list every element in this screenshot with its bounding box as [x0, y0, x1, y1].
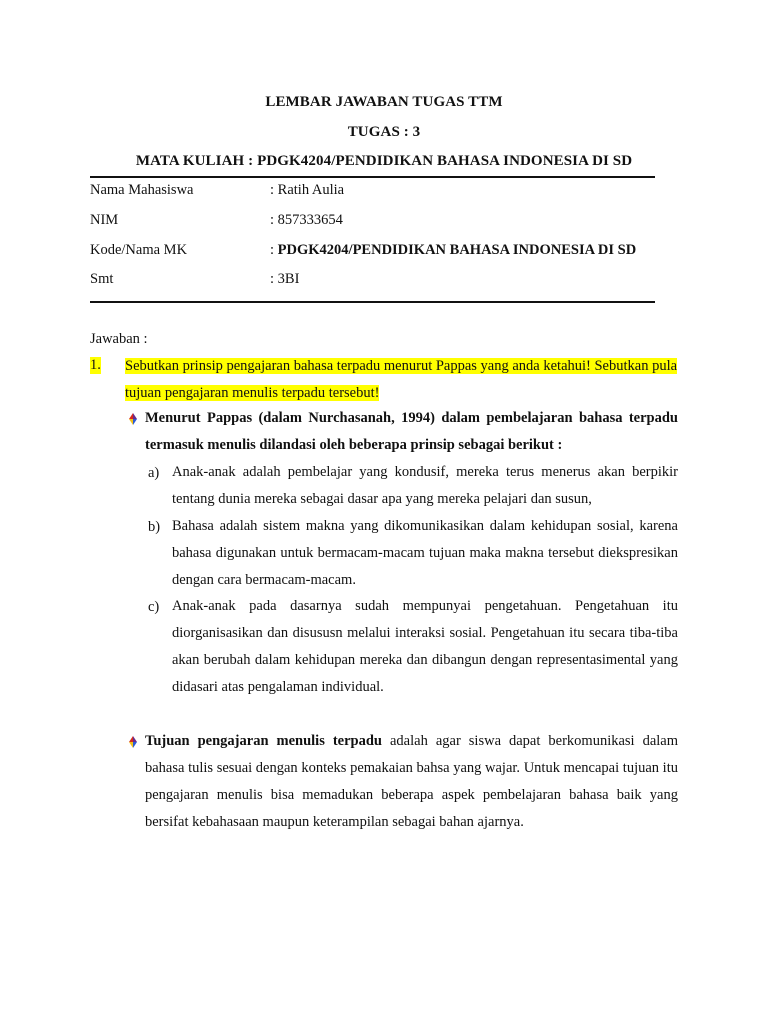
question-number: 1. [90, 357, 101, 373]
question-highlight: Sebutkan prinsip pengajaran bahasa terpadu menurut Pappas yang anda ketahui! Sebutkan pula tujuan pengajaran menulis terpadu tersebut! [125, 358, 678, 401]
course-value: PDGK4204/PENDIDIKAN BAHASA INDONESIA DI SD [277, 242, 637, 258]
info-row-course [90, 242, 670, 264]
document-title: LEMBAR JAWABAN TUGAS TTM [265, 94, 503, 110]
nim-label: NIM [90, 212, 119, 228]
goal-heading: Tujuan pengajaran menulis terpadu [145, 733, 382, 749]
item-c-letter: c) [148, 599, 160, 615]
item-b-text: Bahasa adalah sistem makna yang dikomunikasikan dalam kehidupan sosial, karena bahasa digunakan untuk bermacam-macam tujuan maka makna tersebut diekspresikan dengan cara bermacam-macam. [172, 518, 678, 588]
four-color-arrow-bullet-icon [126, 412, 140, 426]
goal-text: adalah agar siswa dapat berkomunikasi dalam bahasa tulis sesuai dengan konteks pemakaian bahsa yang wajar. Untuk mencapai tujuan itu pengajaran menulis bisa memadukan beberapa aspek pembelajaran bahasa baik yang bersifat kebahasaan maupun keterampilan sebagai bahan ajarnya. [145, 733, 679, 830]
semester-label: Smt [90, 271, 114, 287]
item-c-text: Anak-anak pada dasarnya sudah mempunyai pengetahuan. Pengetahuan itu diorganisasikan dan disususn melalui interaksi sosial. Pengetahuan itu secara tiba-tiba akan berubah dalam kehidupan mereka dan dibangun dengan representasimental yang didasari atas pengalaman individual. [172, 598, 678, 695]
answer-label: Jawaban : [90, 331, 148, 347]
principles-heading: Menurut Pappas (dalam Nurchasanah, 1994) dalam pembelajaran bahasa terpadu termasuk menulis dilandasi oleh beberapa prinsip sebagai berikut : [145, 410, 678, 453]
item-a-letter: a) [148, 465, 160, 481]
info-row-name [90, 182, 670, 204]
course-heading: MATA KULIAH : PDGK4204/PENDIDIKAN BAHASA INDONESIA DI SD [135, 153, 633, 169]
nim-value: : 857333654 [270, 212, 343, 228]
course-value-wrap [270, 242, 636, 259]
info-row-nim [90, 212, 670, 234]
item-b-letter: b) [148, 519, 161, 535]
info-row-semester [90, 271, 670, 293]
four-color-arrow-bullet-icon [126, 735, 140, 749]
top-divider [90, 176, 655, 178]
name-label: Nama Mahasiswa [90, 182, 194, 198]
bottom-divider [90, 301, 655, 303]
name-value: : Ratih Aulia [270, 182, 345, 198]
course-label: Kode/Nama MK [90, 242, 188, 258]
task-number: TUGAS : 3 [347, 124, 421, 140]
semester-value: : 3BI [270, 271, 300, 287]
item-a-text: Anak-anak adalah pembelajar yang kondusif, mereka terus menerus akan berpikir tentang dunia mereka sebagai dasar apa yang mereka pelajari dan susun, [172, 464, 678, 507]
goal-paragraph [145, 728, 678, 836]
course-colon: : [270, 242, 278, 258]
question-text [125, 353, 680, 407]
